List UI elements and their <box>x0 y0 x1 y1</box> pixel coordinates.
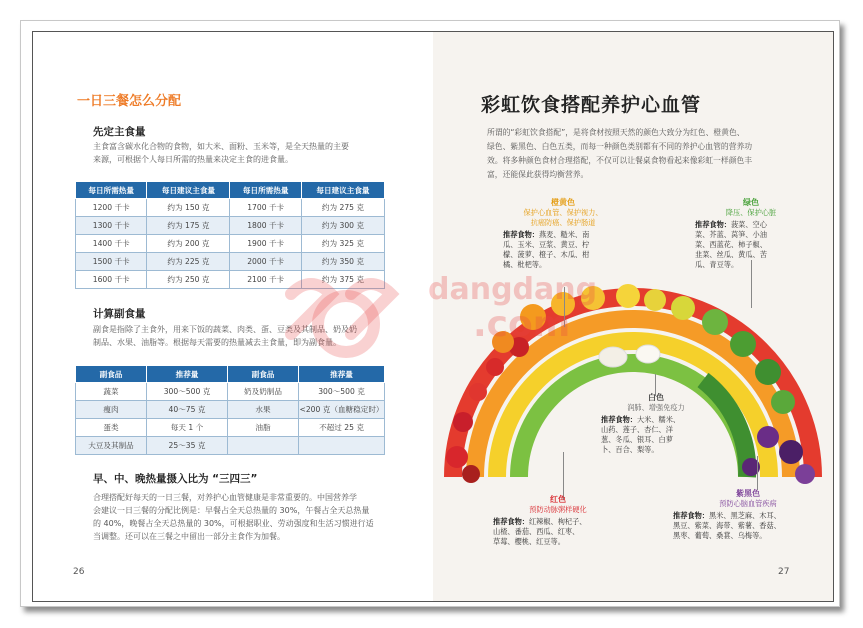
table-cell: 约为 225 克 <box>147 253 230 271</box>
rec-label: 推荐食物： <box>503 230 539 239</box>
text-line: 葱、冬瓜、银耳、白萝 <box>601 435 673 444</box>
table-cell: 1500 千卡 <box>76 253 147 271</box>
white-recommend <box>601 415 711 455</box>
table-cell: 1200 千卡 <box>76 199 147 217</box>
table-cell: 奶及奶制品 <box>228 383 299 401</box>
table-cell: 约为 250 克 <box>147 271 230 289</box>
text-line: 菜、芥蓝、莴笋、小油 <box>695 230 767 239</box>
text-line: 来源，可根据个人每日所需的热量来决定主食的进食量。 <box>93 155 293 164</box>
text-line: 燕麦、糙米、南 <box>538 230 590 239</box>
table-cell: 水果 <box>228 401 299 419</box>
red-desc <box>493 505 623 515</box>
text-line: 抗癌防癌、保护肠道 <box>530 218 596 227</box>
rec-label: 推荐食物： <box>695 220 731 229</box>
table-cell: 约为 175 克 <box>147 217 230 235</box>
purple-name: 紫黑色 <box>736 489 760 498</box>
text-line: 当调整。还可以在三餐之中留出一部分主食作为加餐。 <box>93 532 285 541</box>
orange-yellow-info <box>503 197 623 270</box>
text-line: 草莓、樱桃、红豆等。 <box>493 537 565 546</box>
ratio-text <box>93 491 403 543</box>
ratio-heading: 早、中、晚热量摄入比为 “三四三” <box>93 473 258 485</box>
table-cell: 2100 千卡 <box>230 271 301 289</box>
dangdang-logo-watermark <box>271 264 431 364</box>
table-cell <box>299 437 385 455</box>
table-cell: 1400 千卡 <box>76 235 147 253</box>
red-info <box>493 494 623 547</box>
text-line: 绿色、紫黑色、白色五类，而每一种颜色类别都有不同的养护心血管的营养功 <box>487 142 753 151</box>
orange-name: 橙黄色 <box>551 198 575 207</box>
text-line: 合理搭配好每天的一日三餐，对养护心血管健康是非常重要的。中国营养学 <box>93 493 357 502</box>
table-cell: 300～500 克 <box>147 383 228 401</box>
text-line: 橘、枇杷等。 <box>503 260 547 269</box>
green-recommend <box>695 220 807 270</box>
text-line: 菠菜、空心 <box>730 220 767 229</box>
orange-recommend <box>503 230 623 270</box>
book-spread <box>32 31 834 602</box>
text-line: 富，还能保此获得均衡营养。 <box>487 170 589 179</box>
table-header: 副食品 <box>76 366 147 383</box>
staple-heading: 先定主食量 <box>93 126 146 138</box>
table-header: 推荐量 <box>299 366 385 383</box>
table-header: 每日建议主食量 <box>147 182 230 199</box>
text-line: 会建议一日三餐的分配比例是：早餐占全天总热量的 30%，午餐占全天总热量 <box>93 506 370 515</box>
table-cell: 1900 千卡 <box>230 235 301 253</box>
table-cell: 约为 300 克 <box>301 217 384 235</box>
table-cell: 大豆及其制品 <box>76 437 147 455</box>
table-header: 副食品 <box>228 366 299 383</box>
text-line: 副食是指除了主食外，用来下饭的蔬菜、肉类、蛋、豆类及其制品、奶及奶 <box>93 325 357 334</box>
text-line: 预防心脑血管疾病 <box>719 499 777 508</box>
page-number-right: 27 <box>778 567 790 577</box>
table-header: 推荐量 <box>147 366 228 383</box>
leader-line <box>563 452 564 500</box>
intro-text <box>487 126 817 182</box>
orange-desc <box>503 208 623 228</box>
table-cell: 油脂 <box>228 419 299 437</box>
table-cell: 不超过 25 克 <box>299 419 385 437</box>
red-recommend <box>493 517 623 547</box>
text-line: 菜、西蓝花、柿子椒、 <box>695 240 767 249</box>
table-header-row <box>76 182 385 199</box>
text-line: 效。将多种颜色食材合理搭配，不仅可以让餐桌食物看起来像彩虹一样颜色丰 <box>487 156 753 165</box>
side-table <box>75 365 385 455</box>
table-cell: 1700 千卡 <box>230 199 301 217</box>
page-number-left: 26 <box>73 567 85 577</box>
table-row <box>76 199 385 217</box>
white-desc <box>601 403 711 413</box>
table-header-row <box>76 366 385 383</box>
rec-label: 推荐食物： <box>601 415 637 424</box>
text-line: 卜、百合、梨等。 <box>601 445 659 454</box>
table-cell: 2000 千卡 <box>230 253 301 271</box>
green-info <box>695 197 807 270</box>
table-cell: 40～75 克 <box>147 401 228 419</box>
text-line: 瓜、青豆等。 <box>695 260 739 269</box>
text-line: 制品、水果、油脂等。根据每天需要的热量减去主食量，即为副食量。 <box>93 338 341 347</box>
table-header: 每日所需热量 <box>76 182 147 199</box>
white-info <box>601 392 711 455</box>
text-line: 所谓的“彩虹饮食搭配”，是将食材按照天然的颜色大致分为红色、橙黄色、 <box>487 128 745 137</box>
table-cell: 1300 千卡 <box>76 217 147 235</box>
side-heading: 计算副食量 <box>93 308 146 320</box>
text-line: 黑枣、葡萄、桑葚、乌梅等。 <box>673 531 767 540</box>
table-row <box>76 383 385 401</box>
table-cell: 约为 375 克 <box>301 271 384 289</box>
table-row <box>76 437 385 455</box>
text-line: 预防动脉粥样硬化 <box>529 505 587 514</box>
table-row <box>76 401 385 419</box>
table-cell: 约为 350 克 <box>301 253 384 271</box>
white-name: 白色 <box>648 393 664 402</box>
table-row <box>76 419 385 437</box>
table-cell: 蛋类 <box>76 419 147 437</box>
text-line: 红辣椒、枸杞子、 <box>528 517 587 526</box>
purple-info <box>673 488 823 541</box>
text-line: 保护心血管、保护视力、 <box>523 208 603 217</box>
table-cell: 蔬菜 <box>76 383 147 401</box>
text-line: 主食富含碳水化合物的食物，如大米、面粉、玉米等，是全天热量的主要 <box>93 142 349 151</box>
purple-recommend <box>673 511 823 541</box>
section-title: 一日三餐怎么分配 <box>77 94 182 109</box>
staple-text <box>93 140 393 166</box>
text-line: 润肺、增强免疫力 <box>627 403 685 412</box>
text-line: 降压、保护心脏 <box>725 208 777 217</box>
table-cell: 约为 275 克 <box>301 199 384 217</box>
text-line: 山楂、番茄、西瓜、红枣、 <box>493 527 580 536</box>
rec-label: 推荐食物： <box>493 517 529 526</box>
text-line: 大米、糯米、 <box>636 415 681 424</box>
table-cell: 1800 千卡 <box>230 217 301 235</box>
table-cell: 约为 325 克 <box>301 235 384 253</box>
table-cell: 300～500 克 <box>299 383 385 401</box>
text-line: 黑豆、紫菜、海带、紫薯、香菇、 <box>673 521 781 530</box>
text-line: 檬、菠萝、橙子、木瓜、柑 <box>503 250 590 259</box>
text-line: 韭菜、丝瓜、黄瓜、苦 <box>695 250 767 259</box>
table-cell: 25～35 克 <box>147 437 228 455</box>
watermark-text-domain: .com <box>473 304 571 345</box>
green-desc <box>695 208 807 218</box>
text-line: 的 40%，晚餐占全天总热量的 30%，可根据职业、劳动强度和生活习惯进行适 <box>93 519 374 528</box>
table-row <box>76 235 385 253</box>
table-cell: 瘦肉 <box>76 401 147 419</box>
table-header: 每日所需热量 <box>230 182 301 199</box>
rec-label: 推荐食物： <box>673 511 709 520</box>
table-cell: 每天 1 个 <box>147 419 228 437</box>
table-cell <box>228 437 299 455</box>
table-row <box>76 217 385 235</box>
right-page-title: 彩虹饮食搭配养护心血管 <box>481 94 702 116</box>
watermark-text: dangdang <box>428 272 598 307</box>
purple-desc <box>673 499 823 509</box>
text-line: 瓜、玉米、豆浆、黄豆、柠 <box>503 240 590 249</box>
red-name: 红色 <box>550 495 566 504</box>
leader-line <box>757 456 758 490</box>
text-line: 山药、莲子、杏仁、洋 <box>601 425 673 434</box>
table-cell: 约为 150 克 <box>147 199 230 217</box>
table-cell: 1600 千卡 <box>76 271 147 289</box>
text-line: 黑米、黑芝麻、木耳、 <box>708 511 781 520</box>
table-header: 每日建议主食量 <box>301 182 384 199</box>
table-cell: <200 克（血糖稳定时） <box>299 401 385 419</box>
green-name: 绿色 <box>743 198 759 207</box>
table-cell: 约为 200 克 <box>147 235 230 253</box>
